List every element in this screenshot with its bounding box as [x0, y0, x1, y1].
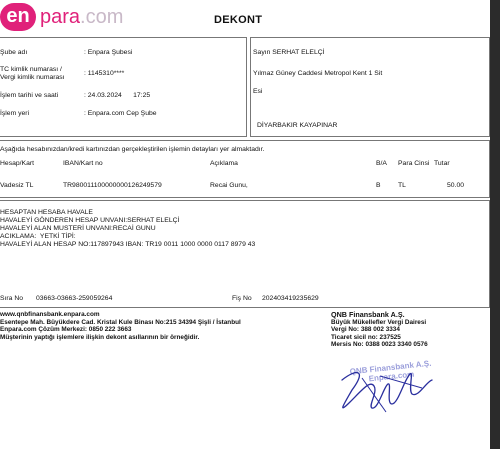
enpara-logo-text [40, 6, 123, 29]
location-label: İşlem yeri [0, 110, 30, 117]
recipient-city: DİYARBAKIR KAYAPINAR [257, 122, 338, 129]
fis-value: 202403419235629 [262, 295, 319, 302]
signature-icon [322, 360, 442, 418]
bank-footer-right [331, 311, 428, 349]
bank-name: QNB Finansbank A.Ş. [331, 310, 405, 319]
col-header-amount: Tutar [434, 160, 450, 167]
col-header-iban: IBAN/Kart no [63, 160, 103, 167]
col-header-ba: B/A [376, 160, 387, 167]
sira-label: Sıra No [0, 295, 24, 302]
date-value: : 24.03.2024 17:25 [84, 92, 151, 99]
tax-number: Vergi No: 388 002 3334 [331, 326, 400, 334]
bank-support-phone: Enpara.com Çözüm Merkezi: 0850 222 3663 [0, 326, 132, 334]
logo-para: para [40, 6, 81, 28]
recipient-address-2: Esi [253, 88, 263, 95]
row-account: Vadesiz TL [0, 182, 34, 189]
bank-stamp: QNB Finansbank A.Ş. Enpara.com [349, 358, 432, 384]
tax-office: Büyük Mükellefler Vergi Dairesi [331, 318, 427, 326]
col-header-currency: Para Cinsi [398, 160, 430, 167]
document-title: DEKONT [214, 14, 263, 26]
mersis-number: Mersis No: 0388 0023 3340 0576 [331, 341, 428, 349]
detail-line: HAVALEYİ GÖNDEREN HESAP UNVANI:SERHAT ELELÇİ [0, 217, 180, 224]
window-edge-bar [490, 0, 500, 449]
row-description: Recai Gunu, [210, 182, 248, 189]
bank-website: www.qnbfinansbank.enpara.com [0, 311, 100, 318]
bank-disclaimer: Müşterinin yaptığı işlemlere ilişkin dekont asıllarının bir örneğidir. [0, 333, 200, 341]
row-currency: TL [398, 182, 406, 189]
trade-registry: Ticaret sicil no: 237525 [331, 333, 401, 341]
sira-value: 03663-03663-259059264 [36, 295, 113, 302]
recipient-name: Sayın SERHAT ELELÇİ [253, 49, 325, 56]
location-value: : Enpara.com Cep Şube [84, 110, 157, 117]
logo-com: .com [80, 6, 124, 28]
tc-value: : 1145310**** [84, 70, 125, 77]
row-iban: TR980011100000000126249579 [63, 182, 162, 189]
date-label: İşlem tarihi ve saati [0, 92, 59, 99]
row-ba: B [376, 182, 381, 189]
fis-label: Fiş No [232, 295, 252, 302]
col-header-account: Hesap/Kart [0, 160, 35, 167]
tc-label: TC kimlik numarası / Vergi kimlik numarası [0, 66, 65, 81]
enpara-logo-badge: en [0, 3, 36, 31]
branch-label: Şube adı [0, 49, 28, 56]
detail-line: HAVALEYİ ALAN HESAP NO:117897943 IBAN: TR19 0011 1000 0000 0117 8979 43 [0, 241, 256, 248]
branch-value: : Enpara Şubesi [84, 49, 133, 56]
col-header-description: Açıklama [210, 160, 238, 167]
row-amount: 50.00 [447, 182, 465, 189]
bank-address: Esentepe Mah. Büyükdere Cad. Kristal Kule Binası No:215 34394 Şişli / İstanbul [0, 318, 241, 326]
detail-line: HAVALEYİ ALAN MUSTERİ UNVANI:RECAİ GUNU [0, 225, 156, 232]
bank-footer-left [0, 311, 241, 341]
recipient-address: Yılmaz Güney Caddesi Metropol Kent 1 Sit [253, 70, 383, 77]
detail-line: ACIKLAMA: YETKİ TİPİ: [0, 233, 76, 240]
detail-line: HESAPTAN HESABA HAVALE [0, 209, 93, 216]
intro-text: Aşağıda hesabınızdan/kredi kartınızdan gerçekleştirilen işlemin detayları yer almaktadır. [0, 146, 265, 153]
